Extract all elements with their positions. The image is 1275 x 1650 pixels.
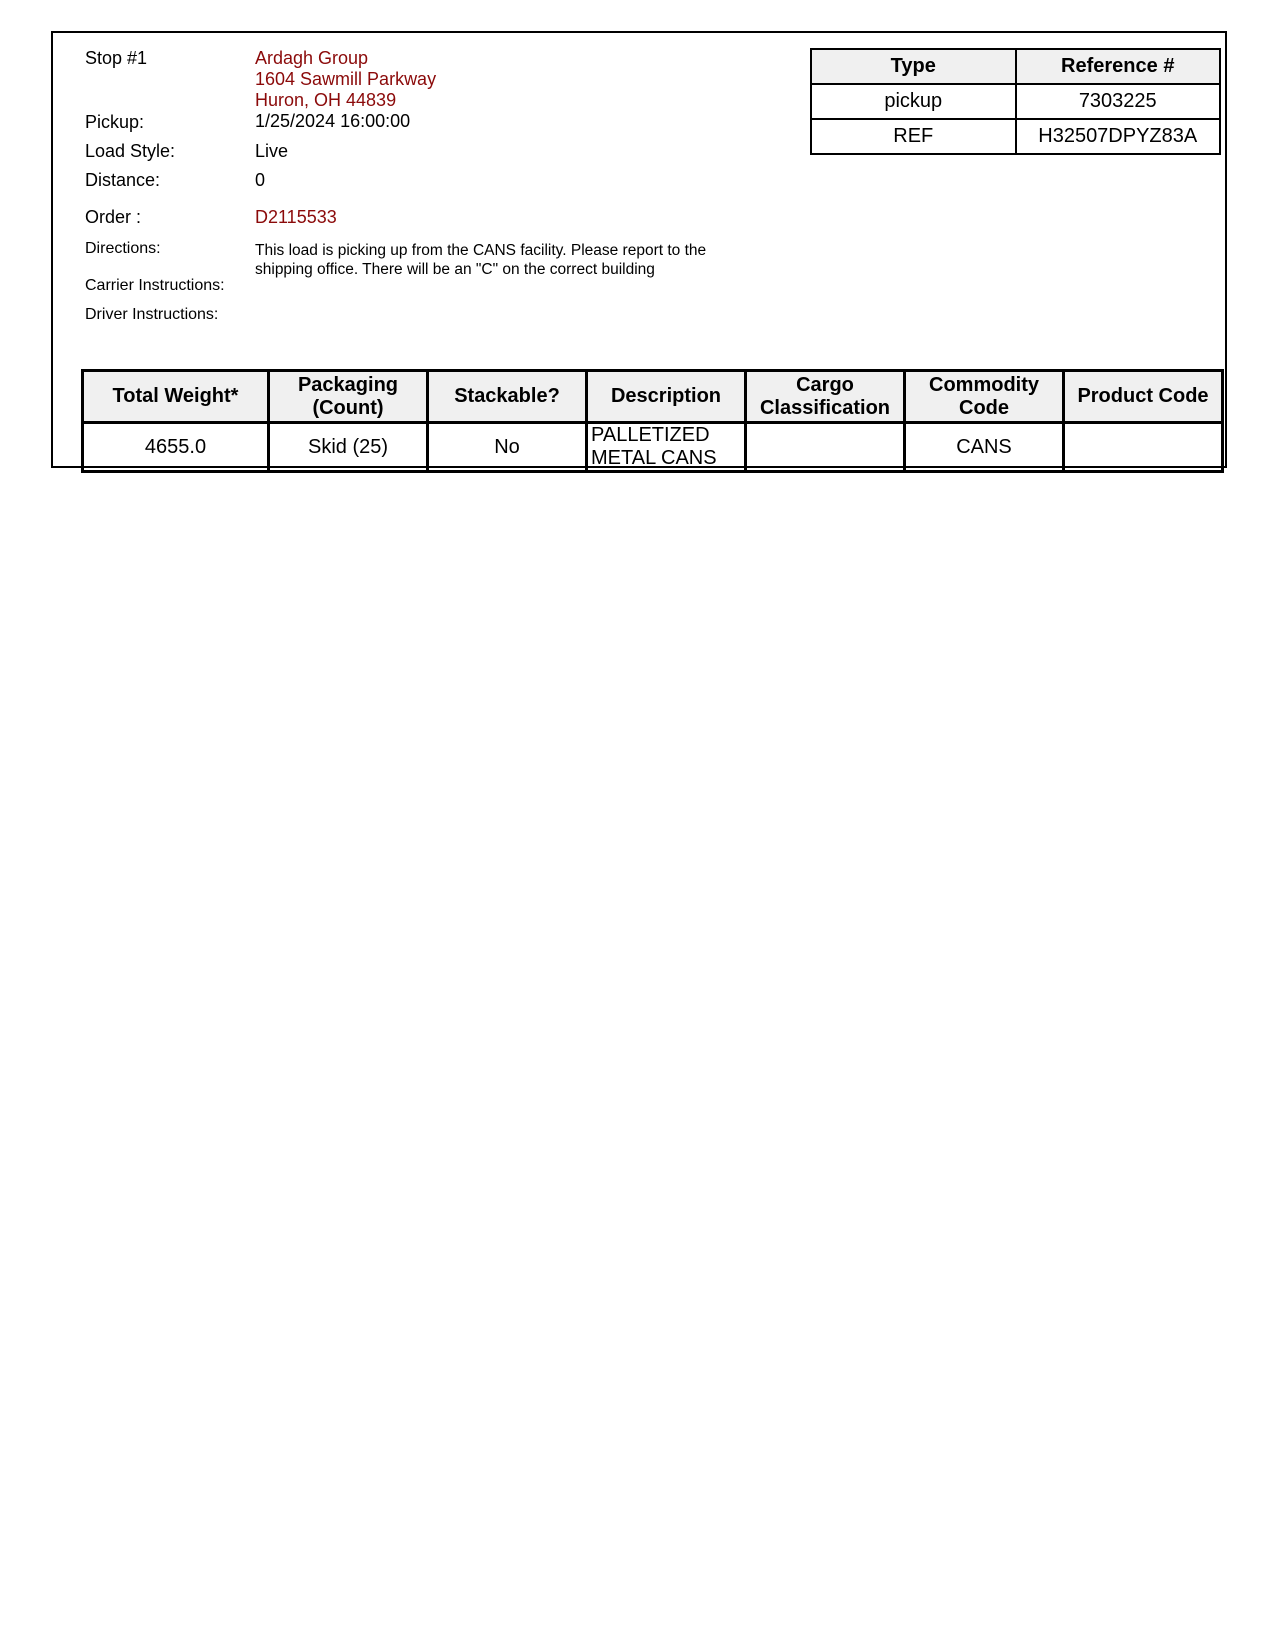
- cargo-table: [81, 369, 1224, 473]
- distance-label: Distance:: [85, 170, 161, 190]
- header-commodity-line1: Commodity: [929, 373, 1039, 396]
- directions-value: This load is picking up from the CANS facility. Please report to the shipping office. There will be an "C" on the correct building: [255, 242, 707, 278]
- cell-commodity-code: CANS: [905, 423, 1064, 472]
- cell-cargo-classification: [746, 423, 905, 472]
- order-label: Order :: [85, 207, 142, 227]
- cell-description-line1: PALLETIZED: [591, 424, 710, 446]
- load-style-label: Load Style:: [85, 141, 176, 161]
- header-product-code: Product Code: [1064, 371, 1223, 423]
- facility-address1: 1604 Sawmill Parkway: [255, 69, 437, 89]
- facility-name: Ardagh Group: [255, 48, 369, 68]
- reference-header-number: Reference #: [1016, 49, 1221, 84]
- header-cargo-line2: Classification: [759, 396, 891, 419]
- order-value: D2115533: [255, 207, 337, 227]
- distance-value: 0: [255, 170, 266, 190]
- cell-description-line2: METAL CANS: [591, 447, 717, 469]
- header-commodity-code: [905, 371, 1064, 423]
- cell-packaging: Skid (25): [269, 423, 428, 472]
- cell-total-weight: 4655.0: [83, 423, 269, 472]
- header-packaging: [269, 371, 428, 423]
- header-cargo-classification: [746, 371, 905, 423]
- header-stackable: Stackable?: [428, 371, 587, 423]
- carrier-instructions-label: Carrier Instructions:: [85, 277, 225, 294]
- cell-description: [587, 423, 746, 472]
- reference-header-type: Type: [811, 49, 1016, 84]
- directions-label: Directions:: [85, 240, 161, 257]
- reference-table: [810, 48, 1221, 155]
- table-row: [83, 423, 1223, 472]
- reference-number-cell: 7303225: [1016, 84, 1221, 119]
- header-cargo-line1: Cargo: [796, 373, 854, 396]
- facility-address2: Huron, OH 44839: [255, 90, 397, 110]
- reference-number-cell: H32507DPYZ83A: [1016, 119, 1221, 154]
- header-packaging-line2: (Count): [312, 396, 384, 419]
- reference-type-cell: pickup: [811, 84, 1016, 119]
- pickup-value: 1/25/2024 16:00:00: [255, 111, 411, 131]
- load-style-value: Live: [255, 141, 289, 161]
- reference-header-row: [811, 49, 1220, 84]
- stop-number: Stop #1: [85, 48, 148, 68]
- cell-product-code: [1064, 423, 1223, 472]
- header-packaging-line1: Packaging: [297, 373, 399, 396]
- reference-type-cell: REF: [811, 119, 1016, 154]
- table-row: [811, 119, 1220, 154]
- cargo-header-row: [83, 371, 1223, 423]
- header-description: Description: [587, 371, 746, 423]
- cell-stackable: No: [428, 423, 587, 472]
- driver-instructions-label: Driver Instructions:: [85, 306, 219, 323]
- table-row: [811, 84, 1220, 119]
- header-commodity-line2: Code: [959, 396, 1009, 419]
- header-total-weight: Total Weight*: [83, 371, 269, 423]
- pickup-label: Pickup:: [85, 112, 145, 132]
